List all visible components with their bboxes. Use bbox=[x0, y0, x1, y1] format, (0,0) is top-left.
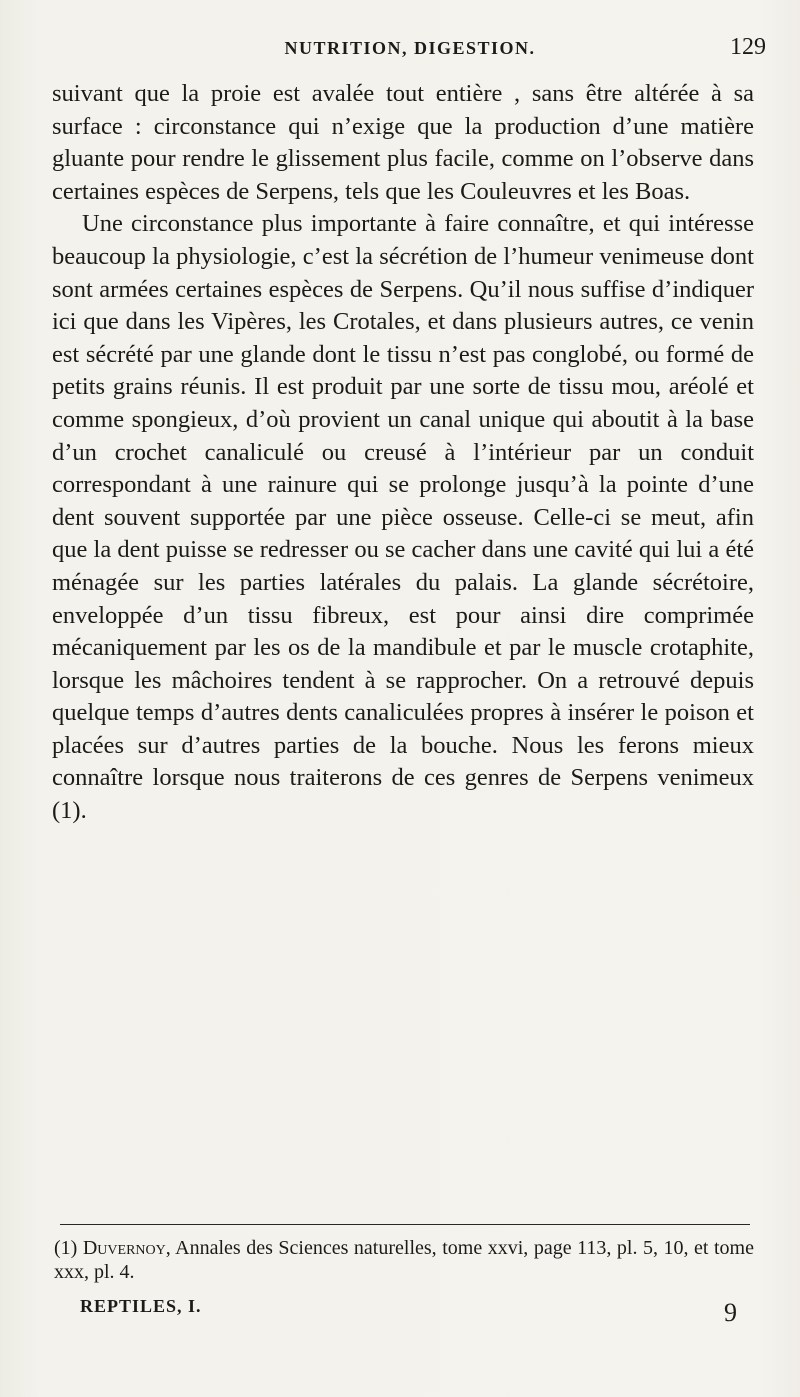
page-number: 129 bbox=[730, 34, 766, 60]
signature-row bbox=[60, 1296, 760, 1336]
body-text bbox=[52, 78, 754, 828]
paragraph-continuation: suivant que la proie est avalée tout entière , sans être altérée à sa surface : circonstance qui n’exige que la production d’une matière gluante pour rendre le glissement plus facile, comme on l’observe dans certaines espèces de Serpens, tels que les Couleuvres et les Boas. bbox=[52, 80, 754, 205]
footnote-rule bbox=[60, 1224, 750, 1225]
footnote-text: , Annales des Sciences naturelles, tome xxvi, page 113, pl. 5, 10, et tome xxx, pl. 4. bbox=[54, 1237, 754, 1283]
footnote-author: Duvernoy bbox=[82, 1237, 166, 1259]
paragraph-venom-secretion: Une circonstance plus importante à faire connaître, et qui intéresse beaucoup la physiologie, c’est la sécrétion de l’humeur venimeuse dont sont armées certaines espèces de Serpens. Qu’il nous suffise d’indiquer ici que dans les Vipères, les Crotales, et dans plusieurs autres, ce venin est sécrété par une glande dont le tissu n’est pas conglobé, ou formé de petits grains réunis. Il est produit par une sorte de tissu mou, aréolé et comme spongieux, d’où provient un canal unique qui aboutit à la base d’un crochet canaliculé ou creusé à l’intérieur par un conduit correspondant à une rainure qui se prolonge jusqu’à la pointe d’une dent souvent supportée par une pièce osseuse. Celle-ci se meut, afin que la dent puisse se redresser ou se cacher dans une cavité qui lui a été ménagée sur les parties latérales du palais. La glande sécrétoire, enveloppée d’un tissu fibreux, est pour ainsi dire comprimée mécaniquement par les os de la mandibule et par le muscle crotaphite, lorsque les mâchoires tendent à se rapprocher. On a retrouvé depuis quelque temps d’autres dents canaliculées propres à insérer le poison et placées sur d’autres parties de la bouche. Nous les ferons mieux connaître lorsque nous traiterons de ces genres de Serpens venimeux (1). bbox=[52, 210, 754, 825]
signature-number: 9 bbox=[724, 1298, 737, 1327]
running-head: NUTRITION, DIGESTION. bbox=[284, 38, 536, 58]
footnote-marker: (1) bbox=[54, 1237, 78, 1259]
page-header bbox=[0, 32, 800, 72]
footnote bbox=[54, 1236, 754, 1284]
printer-signature: REPTILES, I. bbox=[80, 1296, 202, 1316]
